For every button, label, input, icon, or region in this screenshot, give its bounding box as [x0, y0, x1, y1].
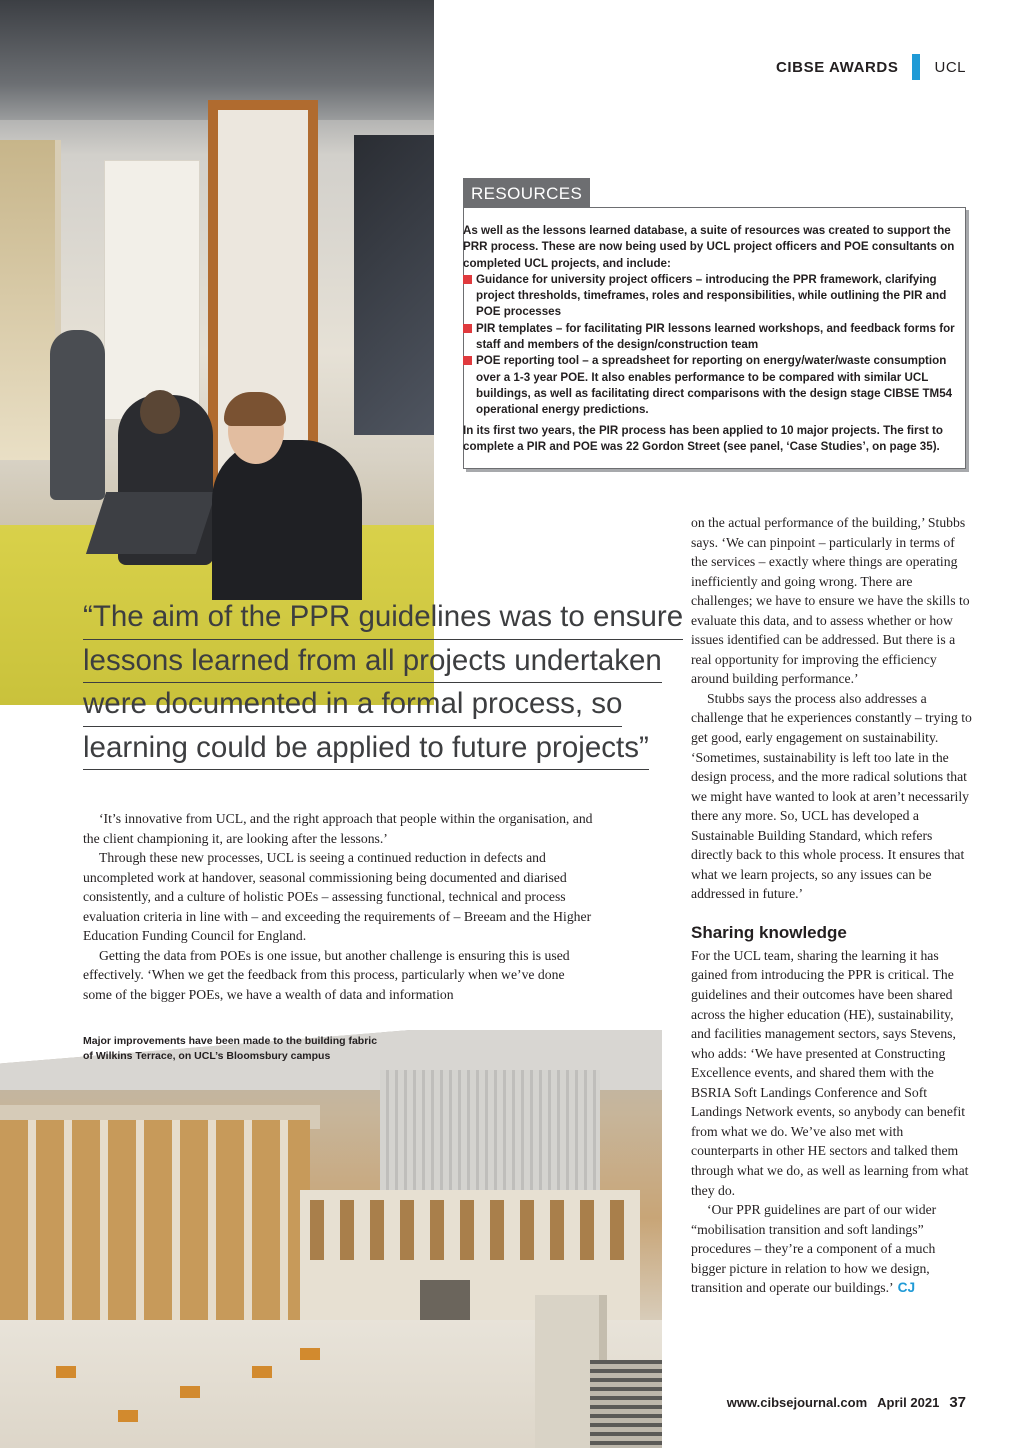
- subheading: Sharing knowledge: [691, 922, 847, 942]
- paragraph: For the UCL team, sharing the learning it has gained from introducing the PPR is critical. The guidelines and their outcomes have been shared across the higher education (HE), sustainability, and facilities management sectors, says Stevens, who adds: ‘We have presented at Constructing Excellence events, and shared them with the BSRIA Soft Landings Conference and Soft Landings Network events, so anybody can benefit from what we do. We’ve also met with counterparts in other HE sectors and talked them through what we do, as well as learning from what they do.: [691, 947, 969, 1198]
- paragraph: Getting the data from POEs is one issue, but another challenge is ensuring this is used effectively. ‘When we get the feedback from this process, particularly when we’ve done some of the bigger POEs, we have a wealth of data and information: [83, 947, 570, 1002]
- pull-quote-line: were documented in a formal process, so: [83, 683, 622, 727]
- brick-building: [0, 1120, 310, 1340]
- final-paragraph-text: ‘Our PPR guidelines are part of our wider “mobilisation transition and soft landings” procedures – they’re a component of a much bigger picture in relation to how we design, transition and operate our buildings.’: [691, 1202, 937, 1296]
- author-signoff: CJ: [897, 1280, 916, 1296]
- courtyard-photo: [0, 1030, 662, 1448]
- pull-quote-line: “The aim of the PPR guidelines was to ensure: [83, 596, 683, 640]
- resources-list: [463, 272, 958, 419]
- wall-screen: [354, 135, 434, 435]
- header-divider: [912, 54, 920, 80]
- page-footer: [727, 1394, 966, 1411]
- running-header: [776, 54, 966, 80]
- list-item: Guidance for university project officers – introducing the PPR framework, clarifying project thresholds, timeframes, roles and responsibilities, while outlining the PIR and POE processes: [463, 272, 958, 321]
- pull-quote-line: learning could be applied to future projects”: [83, 727, 649, 771]
- bench: [252, 1366, 272, 1378]
- bullet-icon: [463, 324, 472, 333]
- issue-date: April 2021: [877, 1395, 940, 1410]
- paragraph: [691, 1200, 973, 1298]
- bench: [118, 1410, 138, 1422]
- person-standing: [50, 330, 105, 500]
- article-tag: UCL: [934, 58, 966, 76]
- bench: [180, 1386, 200, 1398]
- paragraph: Stubbs says the process also addresses a challenge that he experiences constantly – trying to get good, early engagement on sustainability. ‘Sometimes, sustainability is left too late in the design process, and the more radical solutions that we might have wanted to look at aren’t necessarily there any more. So, UCL has developed a Sustainable Building Standard, which refers directly back to this whole process. It ensures that what we learn projects, so any issues can be addressed in future.’: [691, 690, 972, 902]
- section-label: CIBSE AWARDS: [775, 58, 899, 76]
- photo-caption: Major improvements have been made to the building fabric of Wilkins Terrace, on UCL’s Bloomsbury campus: [83, 1035, 378, 1062]
- staircase: [590, 1360, 662, 1448]
- resources-text: [463, 223, 958, 455]
- stone-building-windows: [310, 1200, 630, 1260]
- pull-quote: [83, 596, 684, 770]
- page-number: 37: [949, 1394, 966, 1411]
- bench: [56, 1366, 76, 1378]
- laptop: [86, 492, 216, 554]
- pull-quote-line: lessons learned from all projects undertaken: [83, 640, 662, 684]
- bullet-icon: [463, 275, 472, 284]
- resources-closing: In its first two years, the PIR process has been applied to 10 major projects. The first to complete a PIR and POE was 22 Gordon Street (see panel, ‘Case Studies’, on page 35).: [463, 423, 943, 453]
- right-column-text: [691, 513, 973, 1298]
- left-column-text: [83, 809, 595, 1004]
- paragraph: on the actual performance of the building,’ Stubbs says. ‘We can pinpoint – particularly in terms of the services – exactly where things are operating inefficiently and going wrong. There are challenges; we have to ensure we have the skills to evaluate this data, and to assess whether or how issues identified can be addressed. But there is a real opportunity for improving the efficiency around building performance.’: [691, 515, 970, 687]
- woman-with-phone: [212, 440, 362, 600]
- wall-panel: [104, 160, 200, 420]
- resources-intro: As well as the lessons learned database, a suite of resources was created to support the PRR process. These are now being used by UCL project officers and POE consultants on completed UCL projects, and include:: [463, 224, 955, 270]
- list-item: PIR templates – for facilitating PIR lessons learned workshops, and feedback forms for staff and members of the design/construction team: [463, 321, 958, 354]
- paragraph: Through these new processes, UCL is seeing a continued reduction in defects and uncompleted work at handover, seasonal commissioning being documented and diarised consistently, and a culture of holistic POEs – assessing functional, technical and process evaluation criteria in line with – and exceeding the requirements of – Breeam and the Higher Education Funding Council for England.: [83, 850, 592, 944]
- paragraph: ‘It’s innovative from UCL, and the right approach that people within the organisation, and the client championing it, are looking after the lessons.’: [83, 811, 593, 846]
- list-item: POE reporting tool – a spreadsheet for reporting on energy/water/waste consumption over a 1-3 year POE. It also enables performance to be compared with similar UCL buildings, as well as facilitating direct comparisons with the design stage CIBSE TM54 operational energy predictions.: [463, 353, 958, 418]
- bullet-icon: [463, 356, 472, 365]
- resources-heading: RESOURCES: [463, 178, 590, 208]
- website-link[interactable]: www.cibsejournal.com: [726, 1395, 868, 1410]
- bench: [300, 1348, 320, 1360]
- person-seated-head: [140, 390, 180, 434]
- grille-facade-building: [380, 1070, 600, 1190]
